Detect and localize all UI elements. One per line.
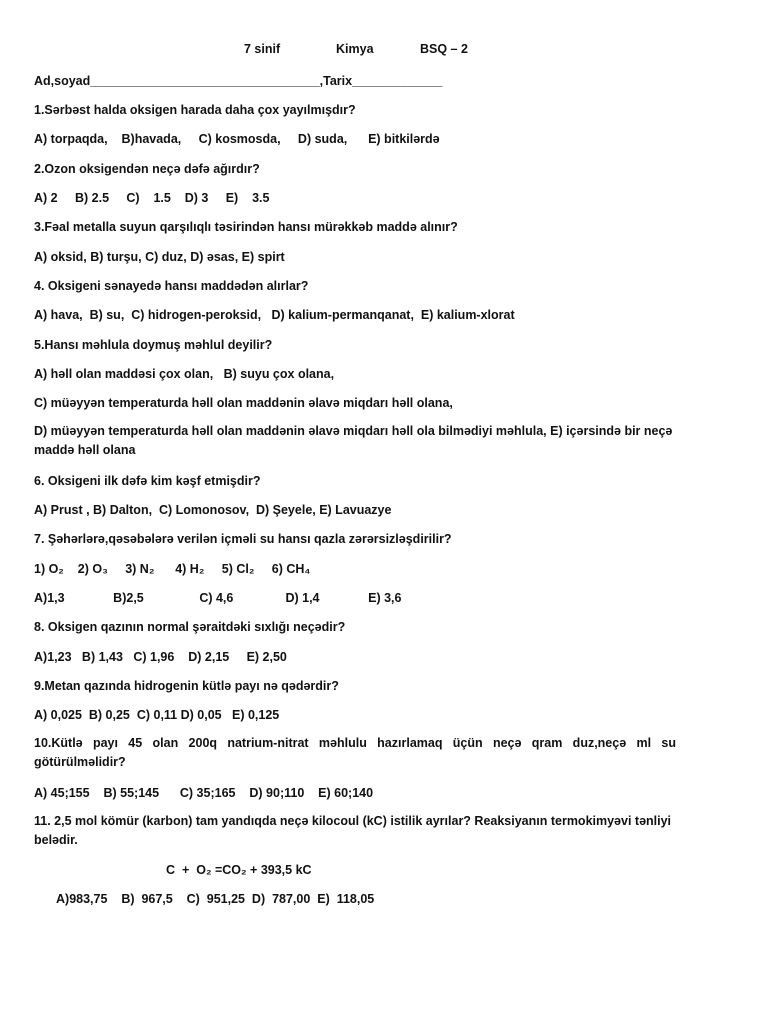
question-8: 8. Oksigen qazının normal şəraitdəki sıxlığı neçədir? — [34, 620, 346, 634]
question-4: 4. Oksigeni sənayedə hansı maddədən alırlar? — [34, 279, 309, 293]
answers-6: A) Prust , B) Dalton, C) Lomonosov, D) Şeyele, E) Lavuazye — [34, 503, 392, 517]
question-3: 3.Fəal metalla suyun qarşılıqlı təsirindən hansı mürəkkəb maddə alınır? — [34, 220, 458, 234]
question-7: 7. Şəhərlərə,qəsəbələrə verilən içməli su hansı qazla zərərsizləşdirilir? — [34, 532, 452, 546]
question-1: 1.Sərbəst halda oksigen harada daha çox yayılmışdır? — [34, 103, 356, 117]
answers-10: A) 45;155 B) 55;145 C) 35;165 D) 90;110 E) 60;140 — [34, 786, 374, 800]
answers-5-line-2: C) müəyyən temperaturda həll olan maddənin əlavə miqdarı həll olana, — [34, 396, 453, 410]
answers-9: A) 0,025 B) 0,25 C) 0,11 D) 0,05 E) 0,125 — [34, 708, 280, 722]
options-7: 1) O₂ 2) O₃ 3) N₂ 4) H₂ 5) Cl₂ 6) CH₄ — [34, 562, 311, 576]
answers-5-line-3: D) müəyyən temperaturda həll olan maddənin əlavə miqdarı həll ola bilmədiyi məhlula, E) içərsində bir neçə maddə həll olana — [34, 424, 673, 457]
question-2: 2.Ozon oksigendən neçə dəfə ağırdır? — [34, 162, 260, 176]
answers-2: A) 2 B) 2.5 C) 1.5 D) 3 E) 3.5 — [34, 191, 270, 205]
grade-label: 7 sinif — [244, 42, 281, 56]
question-6: 6. Oksigeni ilk dəfə kim kəşf etmişdir? — [34, 474, 261, 488]
subject-label: Kimya — [336, 42, 374, 56]
test-label: BSQ – 2 — [420, 42, 468, 56]
answers-8: A)1,23 B) 1,43 C) 1,96 D) 2,15 E) 2,50 — [34, 650, 287, 664]
question-11: 11. 2,5 mol kömür (karbon) tam yandıqda neçə kilocoul (kC) istilik ayrılar? Reaksiyanın termokimyəvi tənliyi belədir. — [34, 814, 672, 847]
answers-11: A)983,75 B) 967,5 C) 951,25 D) 787,00 E) 118,05 — [56, 892, 375, 906]
name-date-line: Ad,soyad_________________________________,Tarix_____________ — [34, 74, 443, 88]
question-10: 10.Kütlə payı 45 olan 200q natrium-nitrat məhlulu hazırlamaq üçün neçə qram duz,neçə ml su götürülməlidir? — [34, 736, 676, 769]
equation-11: C + O₂ =CO₂ + 393,5 kC — [166, 863, 312, 877]
answers-5-line-1: A) həll olan maddəsi çox olan, B) suyu çox olana, — [34, 367, 335, 381]
answers-4: A) hava, B) su, C) hidrogen-peroksid, D) kalium-permanqanat, E) kalium-xlorat — [34, 308, 515, 322]
answers-3: A) oksid, B) turşu, C) duz, D) əsas, E) spirt — [34, 250, 285, 264]
answers-7: A)1,3 B)2,5 C) 4,6 D) 1,4 E) 3,6 — [34, 591, 402, 605]
question-5: 5.Hansı məhlula doymuş məhlul deyilir? — [34, 338, 273, 352]
answers-1: A) torpaqda, B)havada, C) kosmosda, D) suda, E) bitkilərdə — [34, 132, 440, 146]
question-9: 9.Metan qazında hidrogenin kütlə payı nə qədərdir? — [34, 679, 339, 693]
